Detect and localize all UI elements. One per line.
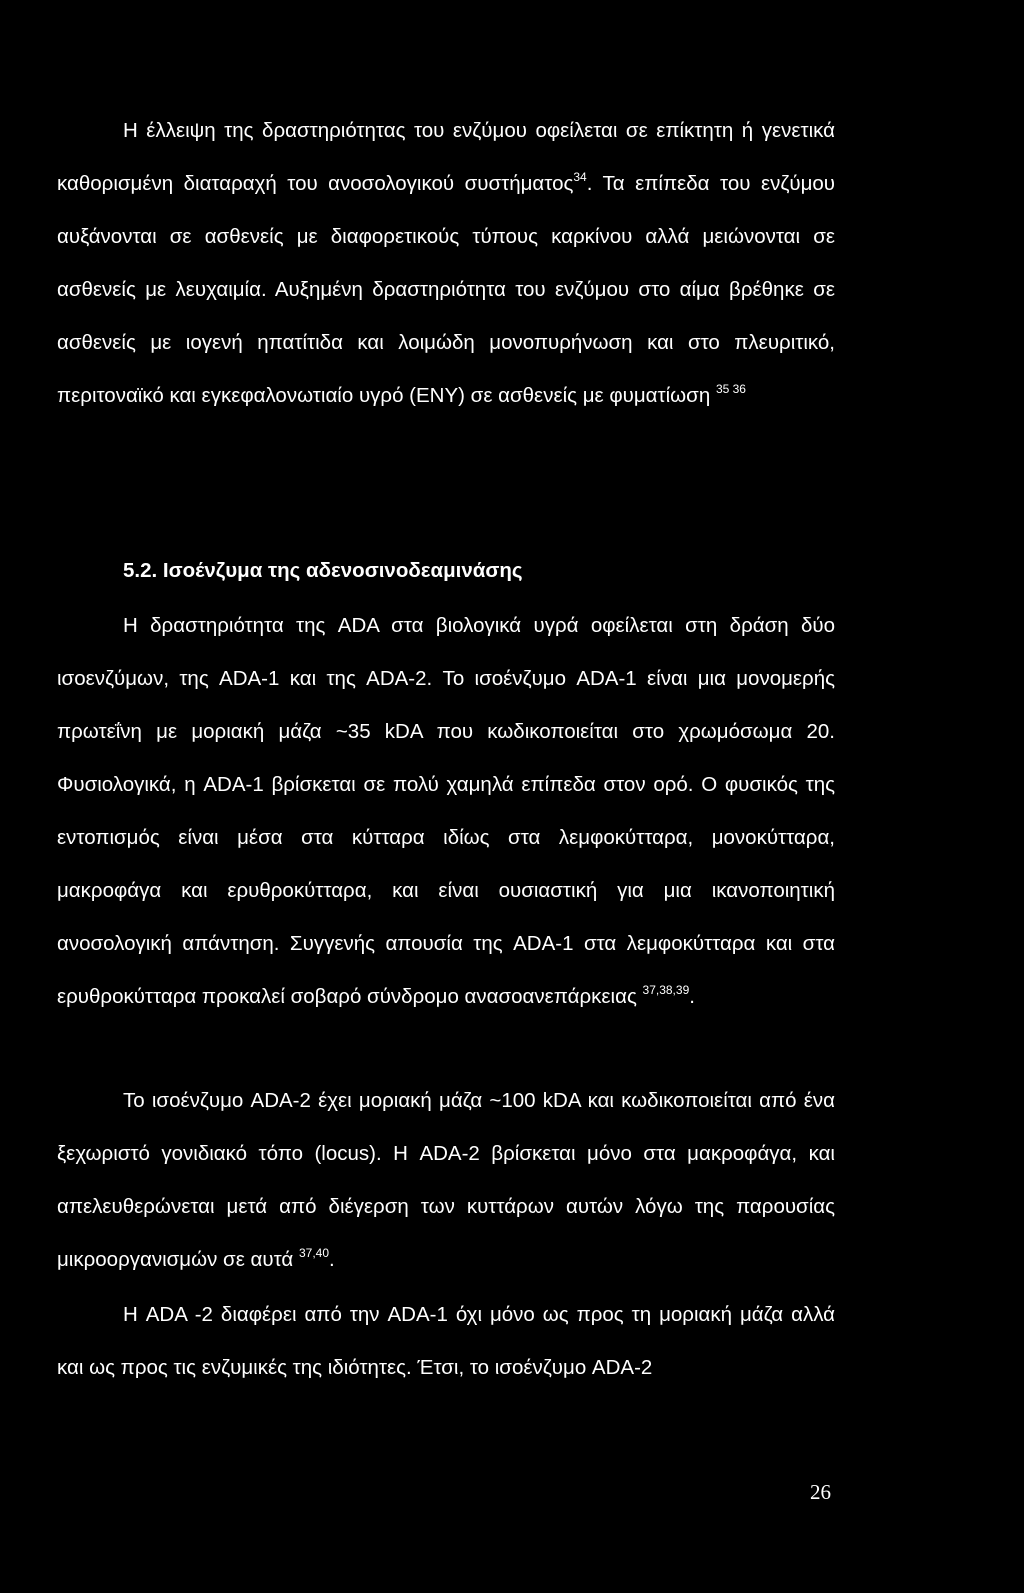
paragraph-text: Η δραστηριότητα της ADA στα βιολογικά υγρά οφείλεται στη δράση δύο ισοενζύμων, της ADA-1 και της ADA-2. Το ισοένζυμο ADA-1 είναι μια μονομερής πρωτεΐνη με μοριακή μάζα ~35 kDA που κωδικοποιείται στο χρωμόσωμα 20. Φυσιολογικά, η ADA-1 βρίσκεται σε πολύ χαμηλά επίπεδα στον ορό. Ο φυσικός της εντοπισμός είναι μέσα στα κύτταρα ιδίως στα λεμφοκύτταρα, μονοκύτταρα, μακροφάγα και ερυθροκύτταρα, και είναι ουσιαστική για μια ικανοποιητική ανοσολογική απάντηση. Συγγενής απουσία της ADA-1 στα λεμφοκύτταρα και στα ερυθροκύτταρα προκαλεί σοβαρό σύνδρομο ανασοανεπάρκειας — [57, 614, 835, 1008]
paragraph-text: Η ADA -2 διαφέρει από την ADA-1 όχι μόνο ως προς τη μοριακή μάζα αλλά και ως προς τις ενζυμικές της ιδιότητες. Έτσι, το ισοένζυμο ADA-2 — [57, 1303, 835, 1379]
paragraph-text: . Τα επίπεδα του ενζύμου αυξάνονται σε ασθενείς με διαφορετικούς τύπους καρκίνου αλλά μειώνονται σε ασθενείς με λευχαιμία. Αυξημένη δραστηριότητα του ενζύμου στο αίμα βρέθηκε σε ασθενείς με ιογενή ηπατίτιδα και λοιμώδη μονοπυρήνωση και στο πλευριτικό, περιτοναϊκό και εγκεφαλονωτιαίο υγρό (ΕΝΥ) σε ασθενείς με φυματίωση — [57, 172, 835, 407]
citation-ref: 37,38,39 — [642, 983, 690, 997]
paragraph-ada2 — [57, 1074, 835, 1286]
citation-ref: 34 — [573, 170, 587, 184]
paragraph-text: . — [689, 985, 695, 1008]
paragraph-text: Το ισοένζυμο ADA-2 έχει μοριακή μάζα ~100 kDA και κωδικοποιείται από ένα ξεχωριστό γονιδιακό τόπο (locus). Η ADA-2 βρίσκεται μόνο στα μακροφάγα, και απελευθερώνεται μετά από διέγερση των κυττάρων αυτών λόγω της παρουσίας μικροοργανισμών σε αυτά — [57, 1089, 835, 1271]
paragraph-ada1 — [57, 599, 835, 1023]
paragraph-ada-deficiency — [57, 104, 835, 422]
paragraph-text: . — [329, 1248, 335, 1271]
section-heading: 5.2. Ισοένζυμα της αδενοσινοδεαμινάσης — [123, 559, 523, 582]
paragraph-ada-differences — [57, 1288, 835, 1394]
page-number: 26 — [810, 1480, 831, 1504]
paragraph-text: Η έλλειψη της δραστηριότητας του ενζύμου οφείλεται σε επίκτητη ή γενετικά καθορισμένη διαταραχή του ανοσολογικού συστήματος — [57, 119, 835, 195]
citation-ref: 35 36 — [715, 382, 746, 396]
citation-ref: 37,40 — [298, 1246, 329, 1260]
